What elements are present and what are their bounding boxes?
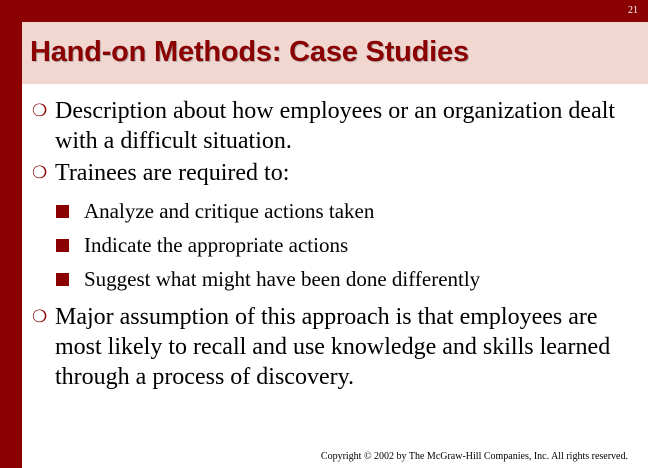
- circle-bullet-icon: ❍: [32, 163, 48, 183]
- sub-bullet-item: [56, 228, 630, 262]
- sub-bullet-text: Indicate the appropriate actions: [84, 233, 349, 257]
- square-bullet-icon: [56, 273, 69, 286]
- square-bullet-icon: [56, 239, 69, 252]
- slide-content: [30, 96, 630, 394]
- sub-bullet-item: [56, 262, 630, 296]
- bullet-text: Major assumption of this approach is that employees are most likely to recall and use knowledge and skills learned through a process of discovery.: [55, 304, 611, 390]
- slide-title: Hand-on Methods: Case Studies: [30, 36, 469, 68]
- circle-bullet-icon: ❍: [32, 101, 48, 121]
- bullet-text: Description about how employees or an organization dealt with a difficult situation.: [55, 98, 616, 154]
- circle-bullet-icon: ❍: [32, 307, 48, 327]
- sub-bullet-text: Analyze and critique actions taken: [84, 199, 375, 223]
- top-bar: [0, 0, 648, 22]
- sub-bullet-text: Suggest what might have been done differently: [84, 267, 481, 291]
- square-bullet-icon: [56, 205, 69, 218]
- bullet-text: Trainees are required to:: [55, 160, 290, 186]
- sub-bullet-list: [30, 194, 630, 296]
- copyright-notice: Copyright © 2002 by The McGraw-Hill Companies, Inc. All rights reserved.: [320, 451, 628, 462]
- slide-number: 21: [628, 5, 638, 16]
- title-band: [22, 22, 648, 84]
- sub-bullet-item: [56, 194, 630, 228]
- bullet-item: [30, 302, 630, 392]
- bullet-item: [30, 158, 630, 188]
- left-bar: [0, 22, 22, 468]
- bullet-item: [30, 96, 630, 156]
